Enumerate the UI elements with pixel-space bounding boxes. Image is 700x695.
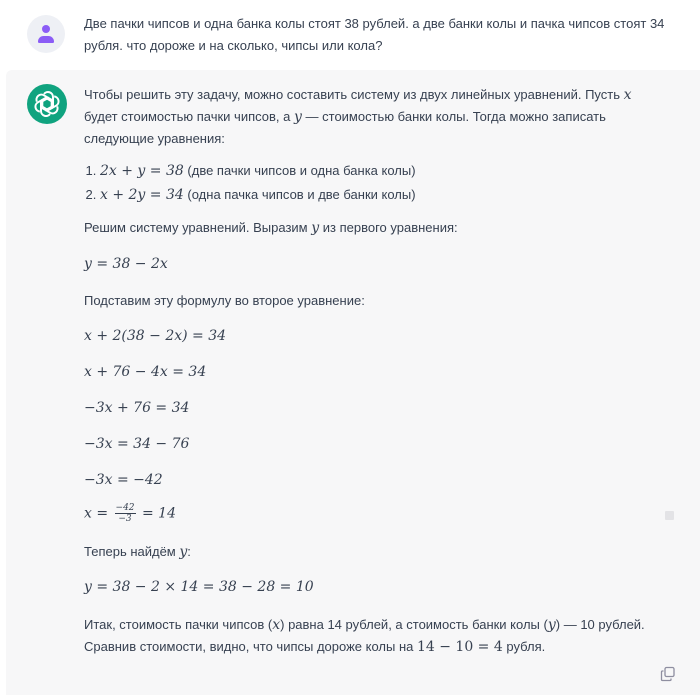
openai-logo-icon — [27, 84, 67, 124]
equation-step: −3x = −42 — [84, 472, 163, 488]
user-message-text: Две пачки чипсов и одна банка колы стоят 38 рублей. а две банки колы и пачка чипсов стоят 34 рубля. что дороже и на сколько, чипсы или кола? — [84, 16, 665, 53]
assistant-message-row — [6, 70, 700, 695]
equation-fraction: x = $\frac{-42}{-3}$ = 14 — [84, 503, 176, 524]
intro-paragraph: Чтобы решить эту задачу, можно составить систему из двух линейных уравнений. Пусть x будет стоимостью пачки чипсов, а y — стоимостью банки колы. Тогда можно записать следующие уравнения: — [84, 87, 632, 146]
equations-list — [84, 159, 660, 207]
list-item: 2. x + 2y = 34 (одна пачка чипсов и две банки колы) — [100, 183, 660, 207]
equation-step: −3x + 76 = 34 — [84, 400, 190, 416]
equation-step: x + 76 − 4x = 34 — [84, 364, 207, 380]
copy-icon[interactable] — [660, 666, 676, 682]
solve-paragraph: Решим систему уравнений. Выразим y из первого уравнения: — [84, 220, 458, 236]
fraction: $\frac{-42}{-3}$ — [115, 503, 135, 524]
equation-y: y = 38 − 2x — [84, 256, 168, 272]
user-avatar-icon — [27, 15, 65, 53]
substitute-paragraph: Подставим эту формулу во второе уравнение: — [84, 293, 365, 308]
scroll-thumb[interactable] — [665, 511, 674, 520]
equation-step: x + 2(38 − 2x) = 34 — [84, 328, 227, 344]
conclusion-paragraph: Итак, стоимость пачки чипсов (x) равна 14 рублей, а стоимость банки колы (y) — 10 рублей. Сравнив стоимости, видно, что чипсы дороже колы на 14 − 10 = 4 рубля. — [84, 617, 645, 655]
find-y-paragraph: Теперь найдём y: — [84, 544, 191, 560]
equation-y-final: y = 38 − 2 × 14 = 38 − 28 = 10 — [84, 579, 314, 595]
user-message-row — [0, 0, 700, 70]
list-item: 1. 2x + y = 38 (две пачки чипсов и одна банка колы) — [100, 159, 660, 183]
equation-step: −3x = 34 − 76 — [84, 436, 190, 452]
